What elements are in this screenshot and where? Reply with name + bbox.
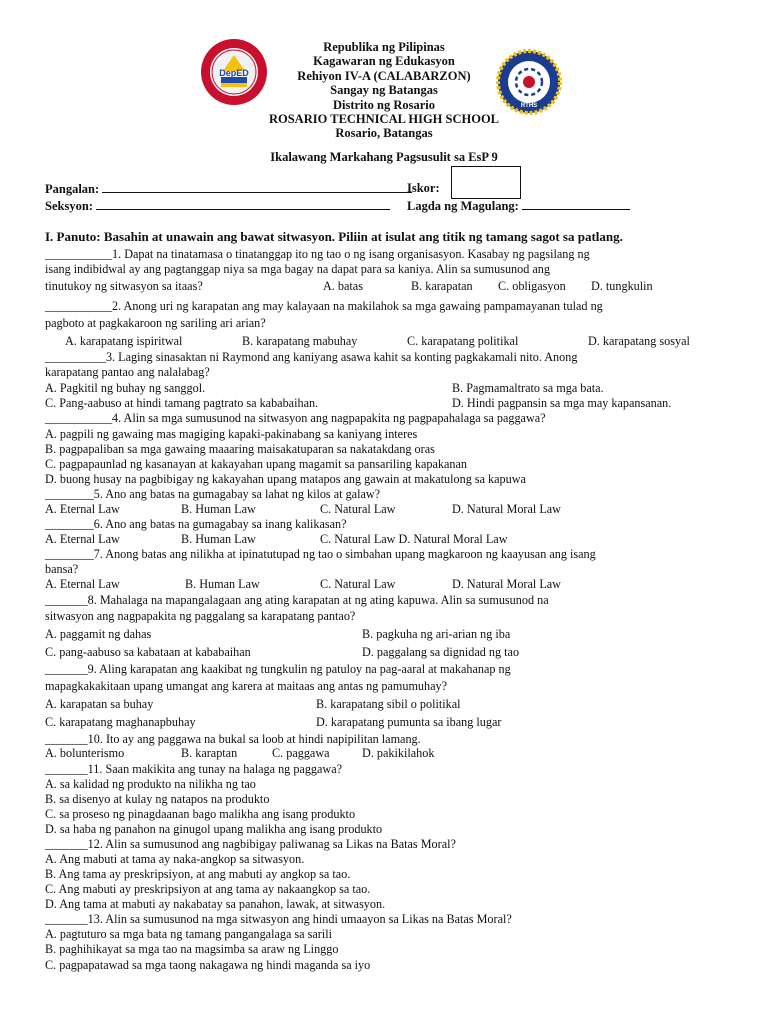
option: B. Ang tama ay preskripsiyon, at ang mabuti ay angkop sa tao. — [45, 867, 351, 881]
option: B. pagpapaliban sa mga gawaing maaaring maisakatuparan sa nakatakdang oras — [45, 442, 435, 456]
option: D. Ang tama at mabuti ay nakabatay sa panahon, lawak, at sitwasyon. — [45, 897, 386, 911]
question-12: _______12. Alin sa sumusunod ang nagbibigay paliwanag sa Likas na Batas Moral? — [45, 837, 456, 851]
parent-signature-field[interactable] — [407, 198, 630, 214]
option: C. pagpapatawad sa mga taong nakagawa ng hindi maganda sa iyo — [45, 958, 371, 972]
header-district: Distrito ng Rosario — [332, 97, 436, 112]
question-8-cont: sitwasyon ang nagpapakita ng paggalang sa karapatang pantao? — [45, 609, 356, 623]
option: B. Pagmamaltrato sa mga bata. — [452, 381, 604, 395]
question-1-cont: tinutukoy ng sitwasyon sa itaas? — [45, 279, 203, 293]
name-field[interactable] — [45, 181, 412, 197]
option: A. bolunterismo — [45, 746, 125, 760]
option: C. Ang mabuti ay preskripsiyon at ang tama ay nakaangkop sa tao. — [45, 882, 371, 896]
question-7-cont: bansa? — [45, 562, 79, 576]
score-box[interactable] — [451, 166, 521, 199]
option: A. karapatang ispiritwal — [65, 334, 183, 348]
header-republic: Republika ng Pilipinas — [323, 40, 445, 54]
instruction: I. Panuto: Basahin at unawain ang bawat sitwasyon. Piliin at isulat ang titik ng tamang sagot sa patlang. — [45, 229, 623, 244]
option: B. paghihikayat sa mga tao na magsimba sa araw ng Linggo — [45, 942, 339, 956]
parent-signature-label: Lagda ng Magulang: — [407, 199, 519, 213]
option: A. Pagkitil ng buhay ng sanggol. — [45, 381, 206, 395]
option: B. pagkuha ng ari-arian ng iba — [362, 627, 511, 641]
section-field[interactable] — [45, 198, 390, 214]
option: D. karapatang pumunta sa ibang lugar — [316, 715, 502, 729]
option: D. pakikilahok — [362, 746, 435, 760]
question-2-cont: pagboto at pagkakaroon ng sariling ari arian? — [45, 316, 266, 330]
question-4: ___________4. Alin sa mga sumusunod na sitwasyon ang nagpapakita ng pagpapahalaga sa paggawa? — [45, 411, 546, 425]
option: C. sa proseso ng pinagdaanan bago malikha ang isang produkto — [45, 807, 356, 821]
school-seal-text: RTHS — [520, 103, 538, 109]
option: A. Eternal Law — [45, 577, 120, 591]
name-blank[interactable] — [102, 181, 412, 193]
option: A. Eternal Law — [45, 532, 120, 546]
option: B. karapatang mabuhay — [242, 334, 358, 348]
option: C. obligasyon — [498, 279, 566, 293]
header-address: Rosario, Batangas — [335, 126, 433, 141]
question-10: _______10. Ito ay ang paggawa na bukal sa loob at hindi napipilitan lamang. — [45, 732, 421, 746]
option: C. pagpapaunlad ng kasanayan at kakayahan upang magamit sa pansariling kapakanan — [45, 457, 468, 471]
parent-signature-blank[interactable] — [522, 198, 630, 210]
question-5: ________5. Ano ang batas na gumagabay sa lahat ng kilos at galaw? — [45, 487, 381, 501]
option: D. Natural Moral Law — [452, 577, 561, 591]
header-division: Sangay ng Batangas — [330, 83, 438, 98]
option: C. karapatang politikal — [407, 334, 519, 348]
header-region: Rehiyon IV-A (CALABARZON) — [297, 68, 471, 83]
question-1: ___________1. Dapat na tinatamasa o tinatanggap ito ng tao o ng isang organisasyon. Kasabay ng pagsilang ng — [45, 247, 590, 261]
option: D. Hindi pagpansin sa mga may kapansanan. — [452, 396, 672, 410]
deped-seal-text: DepED — [219, 68, 249, 78]
question-1-cont: isang indibidwal ay ang pagtanggap niya sa mga bagay na dapat para sa kaniya. Alin sa sumusunod ang — [45, 262, 550, 276]
option: A. paggamit ng dahas — [45, 627, 152, 641]
section-label: Seksyon: — [45, 199, 93, 213]
option: B. sa disenyo at kulay ng natapos na produkto — [45, 792, 270, 806]
question-7: ________7. Anong batas ang nilikha at ipinatutupad ng tao o simbahan upang magkaroon ng kaayusan ang isang — [45, 547, 596, 561]
question-3-cont: karapatang pantao ang nalalabag? — [45, 365, 210, 379]
section-blank[interactable] — [96, 198, 390, 210]
question-3: __________3. Laging sinasaktan ni Raymond ang kaniyang asawa kahit sa konting pagkakamali nito. Anong — [45, 350, 578, 364]
question-2: ___________2. Anong uri ng karapatan ang may kalayaan na makilahok sa mga gawaing pampamayanan tulad ng — [45, 299, 603, 313]
option: B. Human Law — [181, 532, 256, 546]
exam-title: Ikalawang Markahang Pagsusulit sa EsP 9 — [270, 150, 498, 164]
option: D. paggalang sa dignidad ng tao — [362, 645, 520, 659]
option: B. Human Law — [181, 502, 256, 516]
option: A. Eternal Law — [45, 502, 120, 516]
header-department: Kagawaran ng Edukasyon — [313, 54, 455, 69]
question-9-cont: mapagkakakitaan upang umangat ang karera at maitaas ang antas ng pamumuhay? — [45, 679, 448, 693]
question-6: ________6. Ano ang batas na gumagabay sa inang kalikasan? — [45, 517, 347, 531]
option: C. Natural Law — [320, 502, 396, 516]
option: C. Natural Law D. Natural Moral Law — [320, 532, 508, 546]
option: B. karapatan — [411, 279, 473, 293]
option: D. sa haba ng panahon na ginugol upang malikha ang isang produkto — [45, 822, 383, 836]
option: A. sa kalidad ng produkto na nilikha ng tao — [45, 777, 256, 791]
option: D. karapatang sosyal — [588, 334, 690, 348]
question-13: _______13. Alin sa sumusunod na mga sitwasyon ang hindi umaayon sa Likas na Batas Moral? — [45, 912, 512, 926]
question-8: _______8. Mahalaga na mapangalagaan ang ating karapatan at ng ating kapuwa. Alin sa sumusunod na — [45, 593, 549, 607]
letterhead — [0, 40, 768, 141]
option: C. Natural Law — [320, 577, 396, 591]
option: A. pagtuturo sa mga bata ng tamang pangangalaga sa sarili — [45, 927, 332, 941]
score-field[interactable] — [407, 181, 440, 196]
question-11: _______11. Saan makikita ang tunay na halaga ng paggawa? — [45, 762, 343, 776]
header-school: ROSARIO TECHNICAL HIGH SCHOOL — [268, 112, 500, 127]
name-label: Pangalan: — [45, 182, 100, 196]
question-9: _______9. Aling karapatan ang kaakibat ng tungkulin ng patuloy na pag-aaral at makahanap ng — [45, 662, 511, 676]
option: A. pagpili ng gawaing mas magiging kapaki-pakinabang sa kaniyang interes — [45, 427, 418, 441]
option: B. Human Law — [185, 577, 260, 591]
option: A. Ang mabuti at tama ay naka-angkop sa sitwasyon. — [45, 852, 305, 866]
score-label: Iskor: — [407, 181, 440, 195]
option: A. karapatan sa buhay — [45, 697, 154, 711]
option: B. karaptan — [181, 746, 238, 760]
option: C. pang-aabuso sa kabataan at kababaihan — [45, 645, 251, 659]
option: A. batas — [323, 279, 363, 293]
option: C. Pang-aabuso at hindi tamang pagtrato sa kababaihan. — [45, 396, 319, 410]
option: D. buong husay na pagbibigay ng kakayahan upang matapos ang gawain at makatulong sa kapuwa — [45, 472, 526, 486]
option: C. paggawa — [272, 746, 330, 760]
option: C. karapatang maghanapbuhay — [45, 715, 196, 729]
option: D. Natural Moral Law — [452, 502, 561, 516]
option: D. tungkulin — [591, 279, 653, 293]
option: B. karapatang sibil o politikal — [316, 697, 461, 711]
